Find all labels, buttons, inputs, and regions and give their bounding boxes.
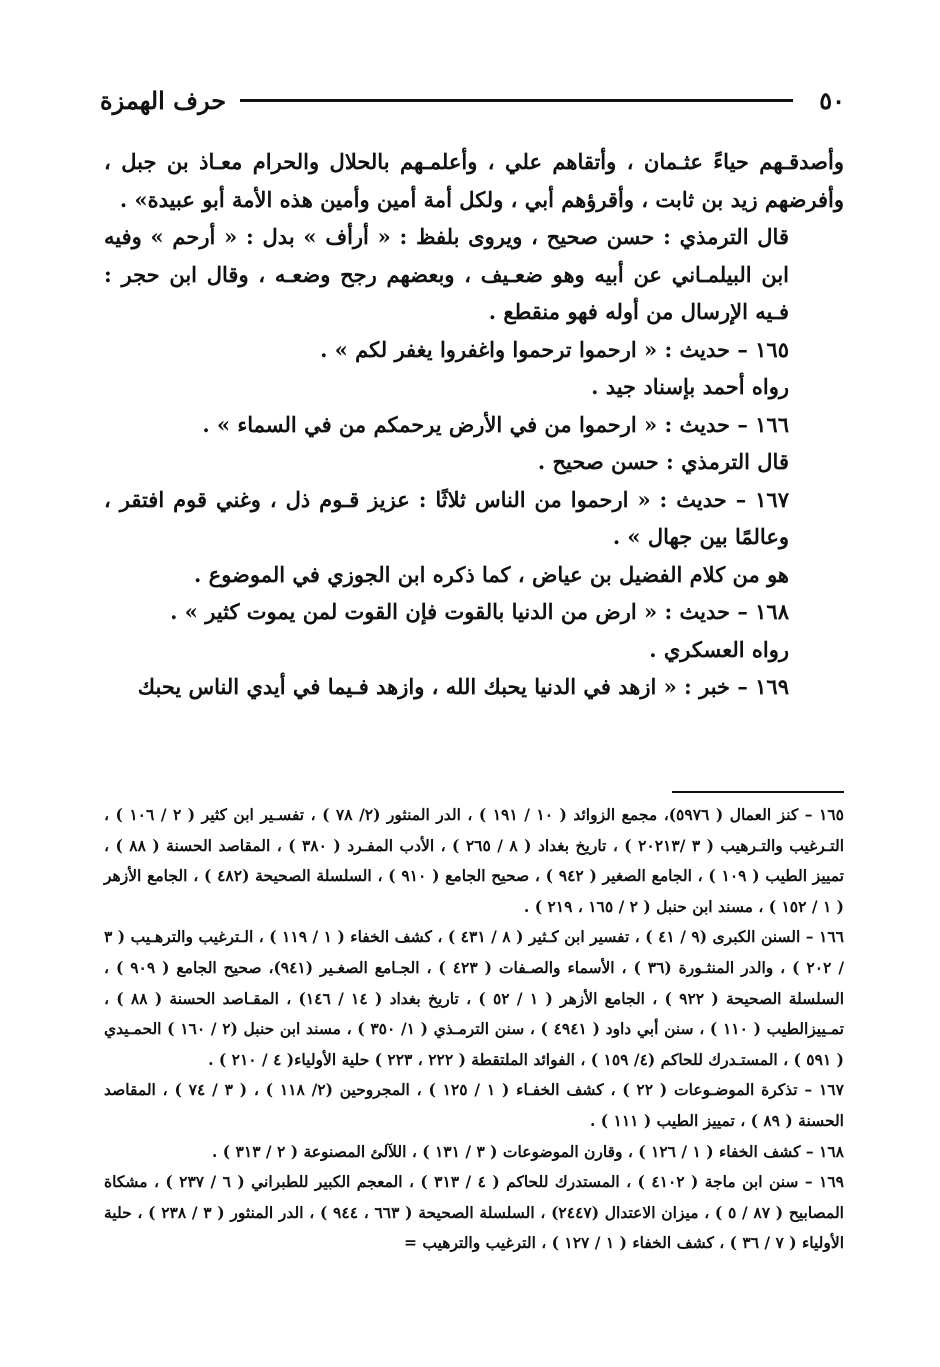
- footnotes: [104, 800, 844, 1259]
- footnote-166: ١٦٦ – السنن الكبرى (٩ / ٤١ ) ، تفسير ابن كـثير ( ٨ / ٤٣١ ) ، كشف الخفاء ( ١ / ١١٩ ) ، الـترغيب والترهـيب ( ٣ / ٢٠٢ ) ، والدر المنثـورة (٣٦ ) ، الأسماء والصـفات ( ٤٢٣ ) ، الجـامع الصغـير (٩٤١)، صحيح الجامع ( ٩٠٩ ) ، السلسلة الصحيحة ( ٩٢٢ ) ، الجامع الأزهر ( ١ / ٥٢ ) ، تاريخ بغداد ( ١٤ / ١٤٦) ، المقـاصد الحسنة ( ٨٨ ) ، تمـييزالطيب ( ١١٠ ) ، سنن أبي داود ( ٤٩٤١ ) ، سنن الترمـذي ( ١/ ٣٥٠ ) ، مسند ابن حنبل (٢ / ١٦٠ ) الحمـيدي ( ٥٩١ ) ، المستـدرك للحاكم (٤/ ١٥٩ ) ، الفوائد الملتقطة ( ٢٢٢ ، ٢٢٣ ) حلية الأولياء( ٤ / ٢١٠ ) .: [104, 927, 844, 1069]
- running-header: [100, 80, 845, 120]
- chapter-title: حرف الهمزة: [100, 85, 227, 115]
- hadith-entry-169: ١٦٩ – خبر : « ازهد في الدنيا يحبك الله ، وازهد فـيما في أيدي الناس يحبك: [137, 674, 789, 699]
- paragraph: قال الترمذي : حسن صحيح .: [537, 449, 789, 474]
- footnote-165: ١٦٥ – كنز العمال ( ٥٩٧٦)، مجمع الزوائد ( ١٠ / ١٩١ ) ، الدر المنثور (٢/ ٧٨ ) ، تفسـير ابن كثير ( ٢ / ١٠٦ ) ، التـرغيب والتـرهيب ( ٣ /٢٠٢١٣ ) ، تاريخ بغداد ( ٨ / ٢٦٥ ) ، الأدب المفـرد ( ٣٨٠ ) ، المقاصد الحسنة ( ٨٨ ) ، تمييز الطيب ( ١٠٩ ) ، الجامع الصغير ( ٩٤٢ ) ، صحيح الجامع ( ٩١٠ ) ، السلسلة الصحيحة (٤٨٢ ) ، الجامع الأزهر ( ١ / ١٥٢ ) ، مسند ابن حنبل ( ٢ / ١٦٥ ، ٢١٩ ) .: [104, 805, 845, 916]
- paragraph: قال الترمذي : حسن صحيح ، ويروى بلفظ : « أرأف » بدل : « أرحم » وفيه ابن البيلمـاني عن أبيه وهو ضعـيف ، وبعضهم رجح وضعـه ، وقال ابن حجر : فـيه الإرسال من أوله فهو منقطع .: [104, 224, 789, 324]
- footnote-168: ١٦٨ – كشف الخفاء ( ١ / ١٢٦ ) ، وقارن الموضوعات ( ٣ / ١٣١ ) ، اللآلئ المصنوعة ( ٢ / ٣١٣ ) .: [212, 1141, 844, 1161]
- hadith-entry-168: ١٦٨ – حديث : « ارض من الدنيا بالقوت فإن القوت لمن يموت كثير » .: [170, 599, 789, 624]
- hadith-entry-166: ١٦٦ – حديث : « ارحموا من في الأرض يرحمكم من في السماء » .: [202, 411, 789, 437]
- paragraph: وأصدقـهم حياءً عثـمان ، وأتقاهم علي ، وأعلمـهم بالحلال والحرام معـاذ بن جبل ، وأفرضهم زيد بن ثابت ، وأقرؤهم أبي ، ولكل أمة أمين وأمين هذه الأمة أبو عبيدة» .: [104, 149, 844, 212]
- footnote-167: ١٦٧ – تذكرة الموضـوعات ( ٢٢ ) ، كشف الخفـاء ( ١ / ١٢٥ ) ، المجروحين (٢/ ١١٨ ) ، ( ٣ / ٧٤ ) ، المقاصد الحسنة ( ٨٩ ) ، تمييز الطيب ( ١١١ ) .: [104, 1080, 844, 1130]
- page-number: ٥٠: [819, 85, 845, 115]
- paragraph: هو من كلام الفضيل بن عياض ، كما ذكره ابن الجوزي في الموضوع .: [194, 561, 789, 587]
- hadith-entry-165: ١٦٥ – حديث : « ارحموا ترحموا واغفروا يغفر لكم » .: [320, 336, 789, 362]
- footnote-separator: [672, 791, 844, 793]
- paragraph: رواه العسكري .: [649, 636, 789, 662]
- paragraph: رواه أحمد بإسناد جيد .: [591, 374, 789, 399]
- header-rule: [240, 99, 793, 102]
- main-text: [104, 143, 844, 706]
- hadith-entry-167: ١٦٧ – حديث : « ارحموا من الناس ثلاثًا : عزيز قـوم ذل ، وغني قوم افتقر ، وعالمًا بين جهال » .: [104, 486, 789, 549]
- footnote-169: ١٦٩ – سنن ابن ماجة ( ٤١٠٢ ) ، المستدرك للحاكم ( ٤ / ٣١٣ ) ، المعجم الكبير للطبراني ( ٦ / ٢٣٧ ) ، مشكاة المصابيح ( ٨٧ / ٥ ) ، ميزان الاعتدال (٢٤٤٧) ، السلسلة الصحيحة ( ٦٦٣ ، ٩٤٤ ) ، الدر المنثور ( ٣ / ٢٣٨ ) ، حلية الأولياء ( ٧ / ٣٦ ) ، كشف الخفاء ( ١ / ١٢٧ ) ، الترغيب والترهيب =: [104, 1172, 844, 1253]
